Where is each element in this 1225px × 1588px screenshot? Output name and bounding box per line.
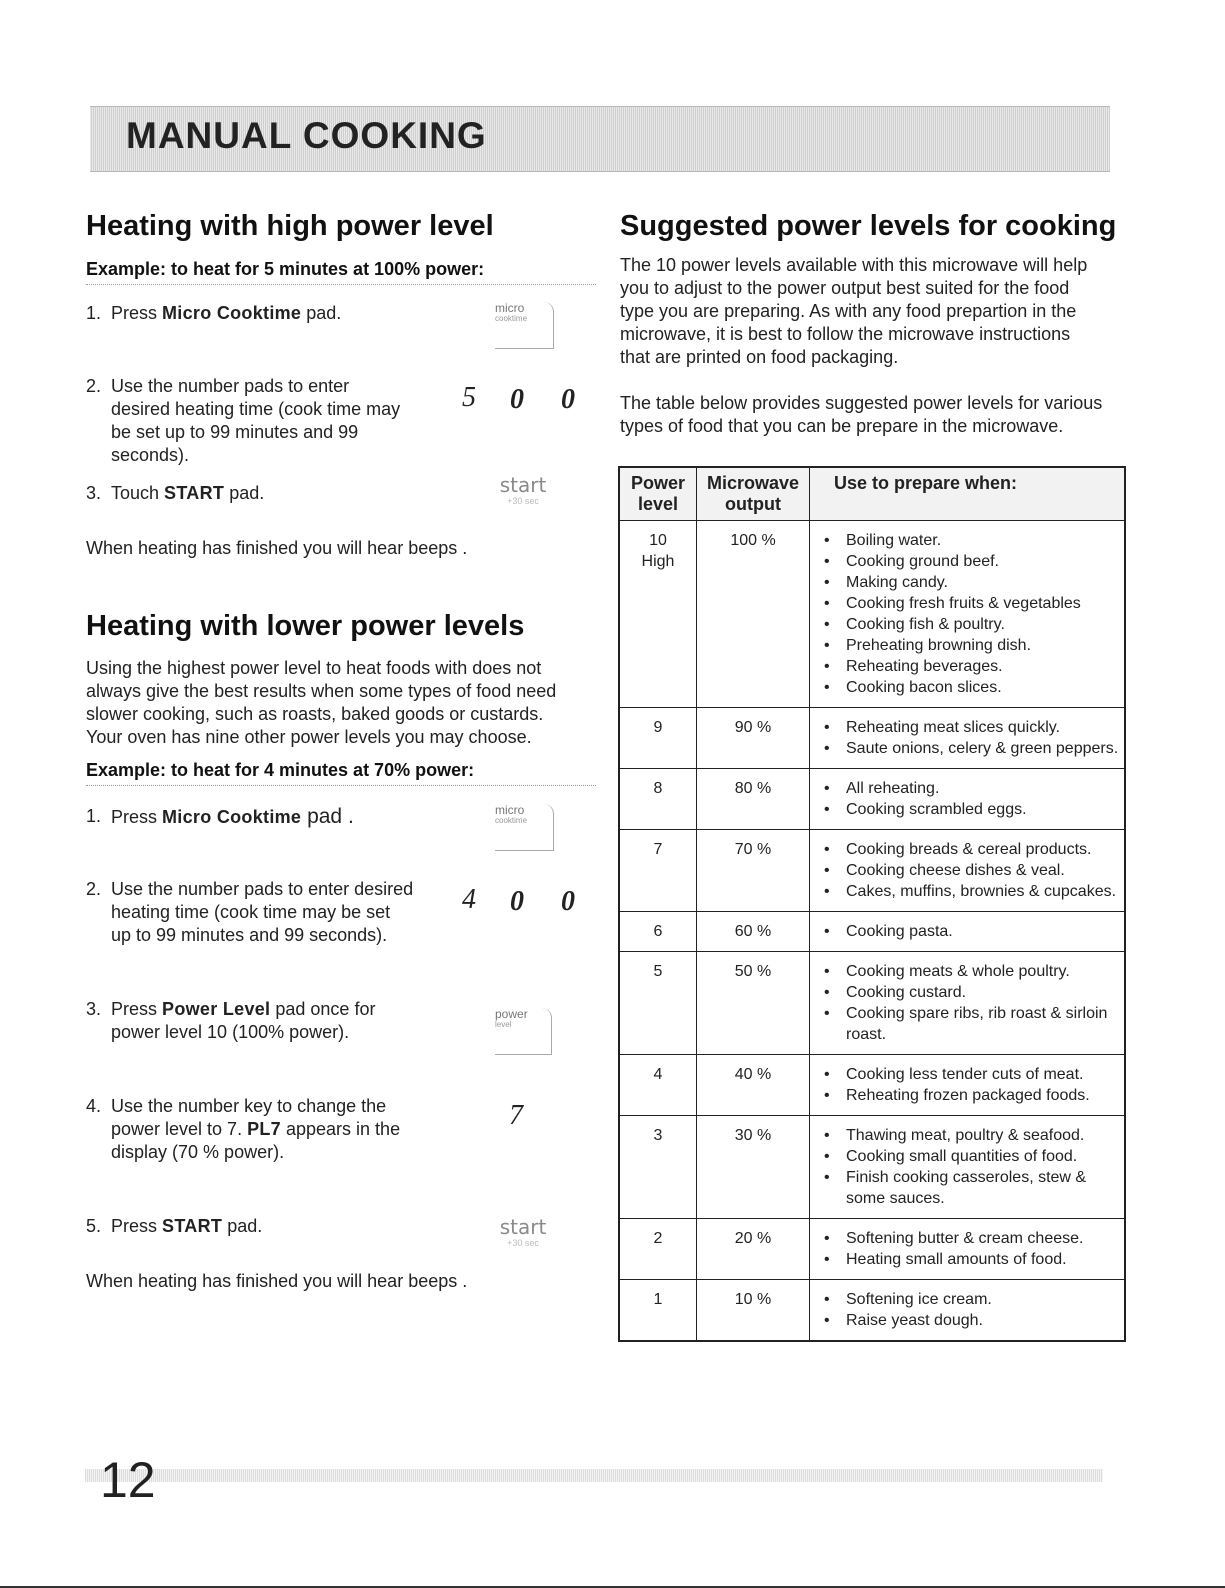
uses-list [814, 1064, 1120, 1106]
cell-microwave-output: 50 % [697, 952, 810, 1055]
cell-uses [810, 1280, 1126, 1342]
display-digit: 4 [462, 884, 476, 915]
cell-power-level: 3 [619, 1116, 697, 1219]
suggested-levels-intro: The 10 power levels available with this microwave will help you to adjust to the power output best suited for the food type you are preparing. As with any food prepartion in the microwave, it is best to follow the microwave instructions that are printed on food packaging. [620, 255, 1088, 367]
cell-microwave-output: 30 % [697, 1116, 810, 1219]
list-item: • Boiling water. [846, 530, 1120, 551]
high-finish-text: When heating has finished you will hear beeps . [86, 538, 468, 558]
list-item: • Thawing meat, poultry & seafood. [846, 1125, 1120, 1146]
cell-microwave-output: 10 % [697, 1280, 810, 1342]
list-item: • Cooking pasta. [846, 921, 1120, 942]
display-digit: 5 [462, 382, 476, 413]
cell-microwave-output: 20 % [697, 1219, 810, 1280]
uses-list [814, 1228, 1120, 1270]
cell-power-level: 9 [619, 708, 697, 769]
cell-power-level: 10 High [619, 521, 697, 708]
uses-list [814, 778, 1120, 820]
high-power-example: Example: to heat for 5 minutes at 100% power: [86, 259, 596, 285]
cell-power-level: 7 [619, 830, 697, 912]
table-row [619, 1055, 1125, 1116]
col-header-use: Use to prepare when: [810, 467, 1126, 521]
list-item: • Softening ice cream. [846, 1289, 1120, 1310]
power-level-table [618, 466, 1126, 1342]
page-title: MANUAL COOKING [126, 115, 487, 156]
cell-uses [810, 952, 1126, 1055]
table-row [619, 952, 1125, 1055]
display-digit: 0 [561, 384, 575, 415]
cell-microwave-output: 90 % [697, 708, 810, 769]
start-pad-icon: start +30 sec [499, 1215, 547, 1248]
table-intro: The table below provides suggested power levels for various types of food that you can be prepare in the microwave. [620, 393, 1103, 436]
list-item: • Cooking small quantities of food. [846, 1146, 1120, 1167]
table-row [619, 1116, 1125, 1219]
lower-power-intro: Using the highest power level to heat foods with does not always give the best results when some types of food need slower cooking, such as roasts, baked goods or custards. Your oven has nine other power levels you may choose. [86, 658, 557, 747]
list-item: • Reheating meat slices quickly. [846, 717, 1120, 738]
cell-power-level: 6 [619, 912, 697, 952]
footer-bar [85, 1469, 1103, 1482]
list-item: • Raise yeast dough. [846, 1310, 1120, 1331]
page-number: 12 [100, 1452, 156, 1508]
cell-microwave-output: 80 % [697, 769, 810, 830]
uses-list [814, 839, 1120, 902]
cell-uses [810, 1116, 1126, 1219]
micro-cooktime-pad-icon: micro cooktime [495, 804, 554, 851]
display-digit: 0 [561, 886, 575, 917]
start-label: START [162, 1216, 223, 1236]
suggested-levels-heading: Suggested power levels for cooking [620, 210, 1117, 242]
table-row [619, 830, 1125, 912]
table-row [619, 1280, 1125, 1342]
table-row [619, 769, 1125, 830]
uses-list [814, 1289, 1120, 1331]
list-item: • Cooking fish & poultry. [846, 614, 1120, 635]
power-level-pad-icon: power level [495, 1008, 552, 1055]
micro-cooktime-label: Micro Cooktime [162, 807, 302, 827]
list-item: • Cakes, muffins, brownies & cupcakes. [846, 881, 1120, 902]
high-power-heading: Heating with high power level [86, 210, 494, 242]
page-banner [90, 106, 1110, 172]
list-item: • Cooking less tender cuts of meat. [846, 1064, 1120, 1085]
list-item: • Finish cooking casseroles, stew & some sauces. [846, 1167, 1120, 1209]
cell-power-level: 2 [619, 1219, 697, 1280]
list-item: • Cooking bacon slices. [846, 677, 1120, 698]
cell-uses [810, 830, 1126, 912]
list-item: • Reheating beverages. [846, 656, 1120, 677]
table-row [619, 521, 1125, 708]
col-header-power-level: Power level [619, 467, 697, 521]
power-level-label: Power Level [162, 999, 271, 1019]
list-item: • Cooking custard. [846, 982, 1120, 1003]
list-item: • Cooking scrambled eggs. [846, 799, 1120, 820]
lower-power-heading: Heating with lower power levels [86, 610, 525, 642]
display-digit: 7 [509, 1100, 523, 1131]
micro-cooktime-pad-icon: micro cooktime [495, 302, 554, 349]
lower-power-example: Example: to heat for 4 minutes at 70% power: [86, 760, 596, 786]
start-label: START [164, 483, 225, 503]
table-row [619, 1219, 1125, 1280]
table-row [619, 912, 1125, 952]
uses-list [814, 961, 1120, 1045]
uses-list [814, 1125, 1120, 1209]
col-header-microwave-output: Microwave output [697, 467, 810, 521]
uses-list [814, 530, 1120, 698]
table-body [619, 521, 1125, 1342]
list-item: • Reheating frozen packaged foods. [846, 1085, 1120, 1106]
lower-finish-text: When heating has finished you will hear beeps . [86, 1271, 468, 1291]
list-item: • Preheating browning dish. [846, 635, 1120, 656]
cell-microwave-output: 60 % [697, 912, 810, 952]
cell-microwave-output: 40 % [697, 1055, 810, 1116]
cell-power-level: 8 [619, 769, 697, 830]
cell-microwave-output: 100 % [697, 521, 810, 708]
list-item: • Heating small amounts of food. [846, 1249, 1120, 1270]
cell-uses [810, 708, 1126, 769]
cell-power-level: 1 [619, 1280, 697, 1342]
display-digit: 0 [510, 886, 524, 917]
micro-cooktime-label: Micro Cooktime [162, 303, 302, 323]
list-item: • Cooking breads & cereal products. [846, 839, 1120, 860]
start-pad-icon: start +30 sec [499, 473, 547, 506]
list-item: • Cooking cheese dishes & veal. [846, 860, 1120, 881]
cell-power-level: 5 [619, 952, 697, 1055]
cell-uses [810, 912, 1126, 952]
list-item: • Softening butter & cream cheese. [846, 1228, 1120, 1249]
list-item: • Making candy. [846, 572, 1120, 593]
list-item: • Saute onions, celery & green peppers. [846, 738, 1120, 759]
table-header-row [619, 467, 1125, 521]
list-item: • Cooking meats & whole poultry. [846, 961, 1120, 982]
list-item: • Cooking spare ribs, rib roast & sirloin roast. [846, 1003, 1120, 1045]
cell-uses [810, 1055, 1126, 1116]
cell-power-level: 4 [619, 1055, 697, 1116]
cell-uses [810, 769, 1126, 830]
table-row [619, 708, 1125, 769]
pl7-label: PL7 [247, 1119, 281, 1139]
uses-list [814, 921, 1120, 942]
list-item: • All reheating. [846, 778, 1120, 799]
display-digit: 0 [510, 384, 524, 415]
list-item: • Cooking fresh fruits & vegetables [846, 593, 1120, 614]
cell-uses [810, 1219, 1126, 1280]
cell-uses [810, 521, 1126, 708]
list-item: • Cooking ground beef. [846, 551, 1120, 572]
cell-microwave-output: 70 % [697, 830, 810, 912]
uses-list [814, 717, 1120, 759]
